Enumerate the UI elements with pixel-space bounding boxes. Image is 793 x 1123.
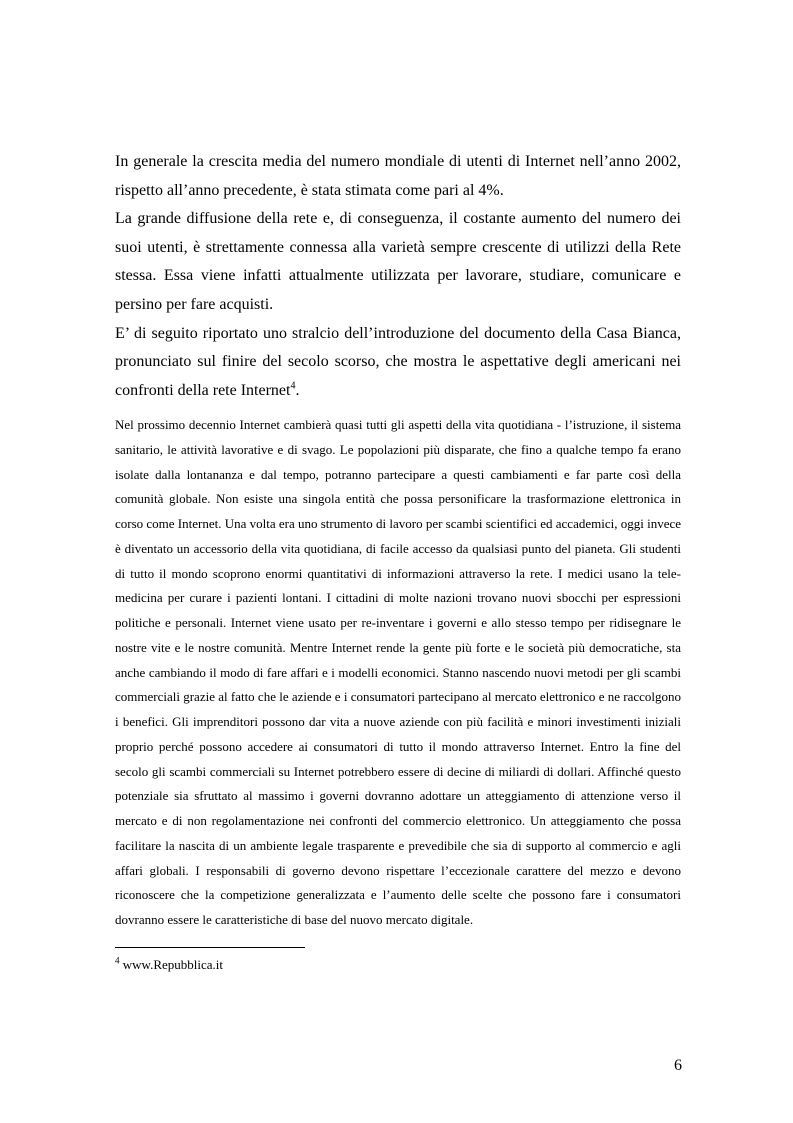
paragraph-intro: [115, 320, 681, 406]
white-house-quote: Nel prossimo decennio Internet cambierà quasi tutti gli aspetti della vita quotidiana - l’istruzione, il sistema sanitario, le attività lavorative e di svago. Le popolazioni più disparate, che fino a qualche tempo fa erano isolate dalla lontananza e dal tempo, potranno partecipare a questi cambiamenti e far parte così della comunità globale. Non esiste una singola entità che possa personificare la trasformazione elettronica in corso come Internet. Una volta era uno strumento di lavoro per scambi scientifici ed accademici, oggi invece è diventato un accessorio della vita quotidiana, di facile accesso da qualsiasi punto del pianeta. Gli studenti di tutto il mondo scoprono enormi quantitativi di informazioni attraverso la rete. I medici usano la tele-medicina per curare i pazienti lontani. I cittadini di molte nazioni trovano nuovi sbocchi per espressioni politiche e personali. Internet viene usato per re-inventare i governi e allo stesso tempo per ridisegnare le nostre vite e le nostre comunità. Mentre Internet rende la gente più forte e le società più democratiche, sta anche cambiando il modo di fare affari e i modelli economici. Stanno nascendo nuovi metodi per gli scambi commerciali grazie al fatto che le aziende e i consumatori partecipano al mercato elettronico e ne raccolgono i benefici. Gli imprenditori possono dar vita a nuove aziende con più facilità e minori investimenti iniziali proprio perché possono accedere ai consumatori di tutto il mondo attraverso Internet. Entro la fine del secolo gli scambi commerciali su Internet potrebbero essere di decine di miliardi di dollari. Affinché questo potenziale sia sfruttato al massimo i governi dovranno adottare un atteggiamento di attenzione verso il mercato e di non regolamentazione nei confronti del commercio elettronico. Un atteggiamento che possa facilitare la nascita di un ambiente legale trasparente e prevedibile che sia di supporto al commercio e agli affari globali. I responsabili di governo devono rispettare l’eccezionale carattere del mezzo e devono riconoscere che la competizione generalizzata e l’aumento delle scelte che possono fare i consumatori dovranno essere le caratteristiche di base del nuovo mercato digitale.: [115, 417, 682, 927]
body-text: [115, 148, 681, 405]
footnote-number: 4: [115, 955, 120, 966]
footnote-text: www.Repubblica.it: [119, 957, 223, 972]
footnote: [115, 956, 223, 974]
paragraph-diffusion: La grande diffusione della rete e, di conseguenza, il costante aumento del numero dei suoi utenti, è strettamente connessa alla varietà sempre crescente di utilizzi della Rete stessa. Essa viene infatti attualmente utilizzata per lavorare, studiare, comunicare e persino per fare acquisti.: [115, 210, 681, 313]
footnote-separator: [115, 947, 305, 948]
footnote-reference: 4: [290, 380, 296, 392]
paragraph-growth: In generale la crescita media del numero mondiale di utenti di Internet nell’anno 2002, rispetto all’anno precedente, è stata stimata come pari al 4%.: [115, 153, 681, 199]
intro-text: E’ di seguito riportato uno stralcio dell’introduzione del documento della Casa Bianca, pronunciato sul finire del secolo scorso, che mostra le aspettative degli americani nei confronti della rete Internet: [115, 324, 681, 399]
page-number: 6: [674, 1057, 682, 1074]
intro-end: .: [295, 381, 300, 399]
